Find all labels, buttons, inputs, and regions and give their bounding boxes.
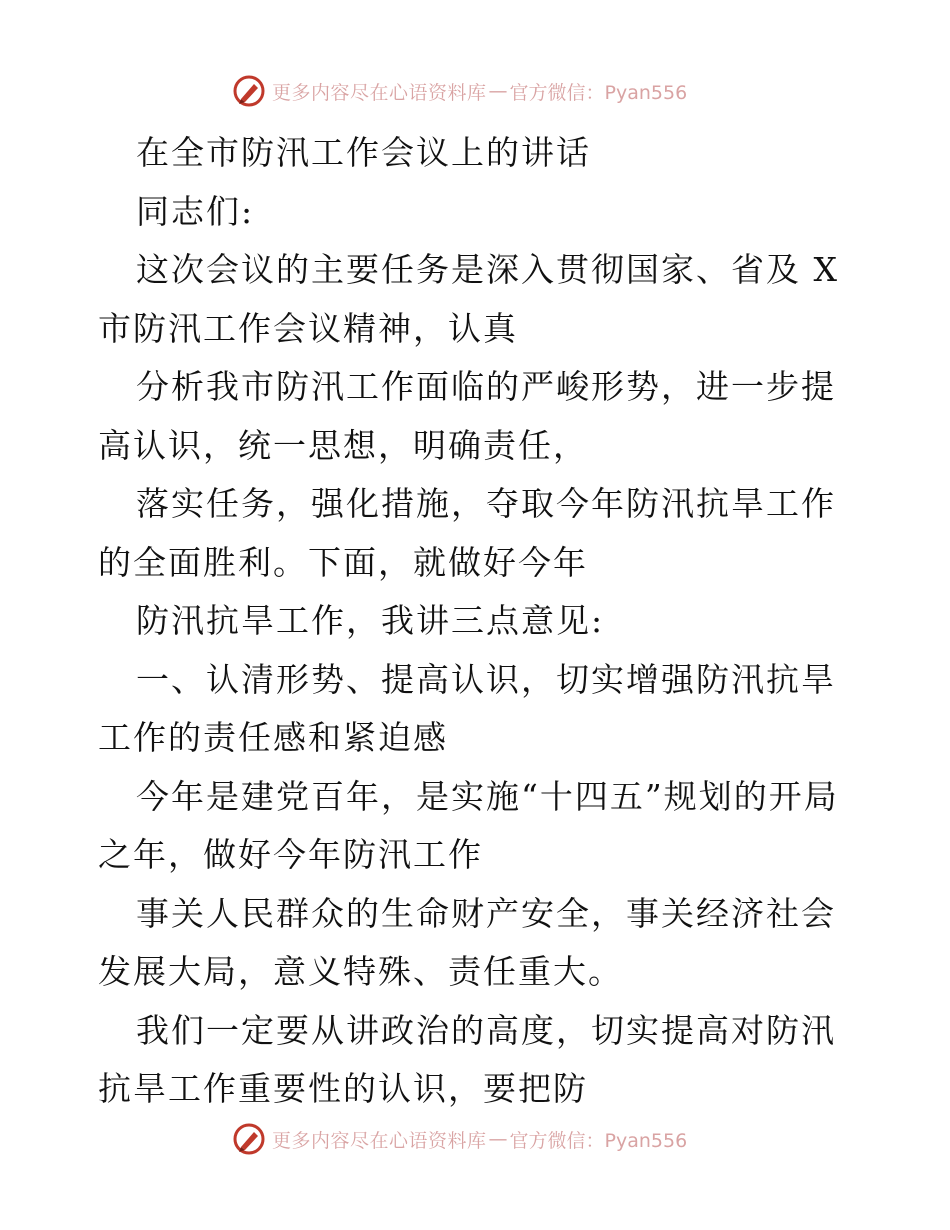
paragraph: 事关人民群众的生命财产安全，事关经济社会发展大局，意义特殊、责任重大。 xyxy=(98,893,836,991)
footer-watermark xyxy=(232,1120,752,1158)
paragraph: 防汛抗旱工作，我讲三点意见: xyxy=(136,601,605,640)
watermark-contact: 官方微信：Pyan556 xyxy=(509,1129,688,1152)
section-heading: 一、认清形势、提高认识，切实增强防汛抗旱工作的责任感和紧迫感 xyxy=(98,659,836,757)
document-body xyxy=(98,124,858,1119)
header-watermark xyxy=(232,72,752,110)
paragraph: 今年是建党百年，是实施“十四五”规划的开局之年，做好今年防汛工作 xyxy=(98,776,839,874)
paragraph: 分析我市防汛工作面临的严峻形势，进一步提高认识，统一思想，明确责任， xyxy=(98,367,836,465)
paragraph: 这次会议的主要任务是深入贯彻国家、省及 X 市防汛工作会议精神，认真 xyxy=(98,250,839,348)
pen-logo-icon xyxy=(232,1122,266,1156)
watermark-dash: — xyxy=(488,80,508,102)
pen-logo-icon xyxy=(232,74,266,108)
watermark-contact: 官方微信：Pyan556 xyxy=(509,81,688,104)
paragraph: 落实任务，强化措施，夺取今年防汛抗旱工作的全面胜利。下面，就做好今年 xyxy=(98,484,836,582)
salutation: 同志们: xyxy=(136,191,255,231)
document-title: 在全市防汛工作会议上的讲话 xyxy=(136,133,591,172)
paragraph: 我们一定要从讲政治的高度，切实提高对防汛抗旱工作重要性的认识，要把防 xyxy=(98,1010,836,1108)
watermark-text: 更多内容尽在心语资料库 xyxy=(272,1129,487,1152)
watermark-text: 更多内容尽在心语资料库 xyxy=(272,81,487,104)
watermark-dash: — xyxy=(488,1128,508,1150)
